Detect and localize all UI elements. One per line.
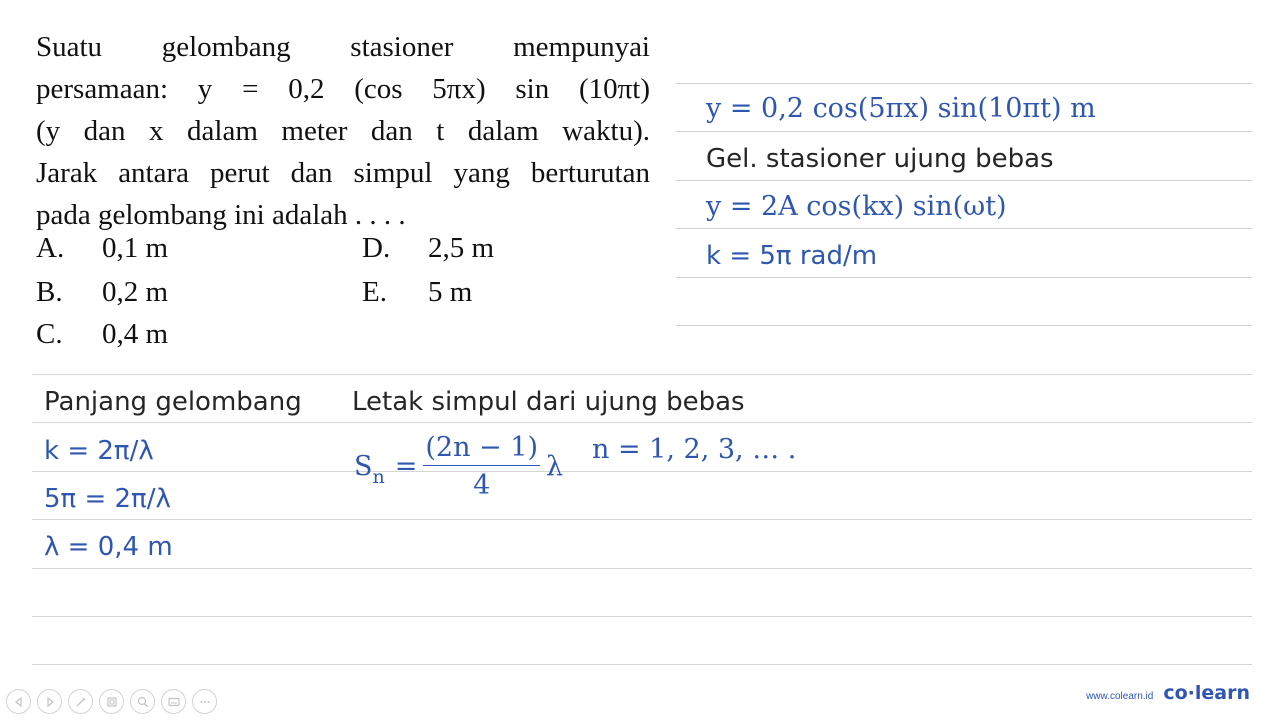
question-line: (y dan x dalam meter dan t dalam waktu). <box>36 115 650 147</box>
rule-line <box>676 277 1252 278</box>
rule-line <box>676 180 1252 181</box>
rule-line <box>32 519 1252 520</box>
next-slide-button[interactable] <box>37 689 62 714</box>
option-letter: E. <box>362 276 387 308</box>
option-letter: C. <box>36 318 63 350</box>
lambda-factor: λ <box>545 451 564 482</box>
option-text: 0,4 m <box>102 318 169 350</box>
node-lhs: $S_n$ <box>354 451 385 488</box>
node-position-heading: Letak simpul dari ujung bebas <box>352 387 745 417</box>
equals-sign: = <box>394 451 418 482</box>
option-d[interactable] <box>362 232 494 265</box>
wavelength-step: k = 2π/λ <box>44 436 154 466</box>
wave-type-label: Gel. stasioner ujung bebas <box>706 144 1054 174</box>
option-text: 0,2 m <box>102 276 169 308</box>
wavelength-heading: Panjang gelombang <box>44 387 302 417</box>
question-text <box>36 26 650 236</box>
rule-line <box>32 471 1252 472</box>
question-line: pada gelombang ini adalah . . . . <box>36 199 406 231</box>
option-text: 2,5 m <box>428 232 495 264</box>
rule-line <box>676 228 1252 229</box>
captions-icon <box>167 695 181 709</box>
pen-icon <box>74 695 88 709</box>
slide-toolbar <box>6 689 217 714</box>
wavelength-step: 5π = 2π/λ <box>44 484 171 514</box>
option-a[interactable] <box>36 232 168 265</box>
option-c[interactable] <box>36 318 168 351</box>
option-letter: A. <box>36 232 65 264</box>
brand-site: www.colearn.id <box>1086 691 1154 702</box>
rule-line <box>32 616 1252 617</box>
rule-line <box>676 83 1252 84</box>
rule-line <box>32 664 1252 665</box>
general-equation: y = 2A cos(kx) sin(ωt) <box>706 191 1007 222</box>
rule-line <box>676 131 1252 132</box>
wavelength-step: λ = 0,4 m <box>44 532 173 562</box>
subtitles-button[interactable] <box>161 689 186 714</box>
triangle-right-icon <box>44 696 56 708</box>
triangle-left-icon <box>13 696 25 708</box>
node-formula <box>354 432 563 501</box>
option-b[interactable] <box>36 276 168 309</box>
brand-logo: co·learn <box>1163 682 1250 704</box>
option-letter: B. <box>36 276 63 308</box>
fraction-denominator: 4 <box>473 470 491 501</box>
pen-tool-button[interactable] <box>68 689 93 714</box>
fraction-numerator: (2n − 1) <box>423 432 540 466</box>
given-equation: y = 0,2 cos(5πx) sin(10πt) m <box>706 93 1096 124</box>
option-text: 5 m <box>428 276 473 308</box>
question-line: Suatu gelombang stasioner mempunyai <box>36 31 650 63</box>
ellipsis-icon <box>198 695 212 709</box>
question-line: Jarak antara perut dan simpul yang berturutan <box>36 157 650 189</box>
rule-line <box>32 374 1252 375</box>
rule-line <box>32 568 1252 569</box>
k-value: k = 5π rad/m <box>706 241 878 271</box>
prev-slide-button[interactable] <box>6 689 31 714</box>
rule-line <box>32 422 1252 423</box>
question-line: persamaan: y = 0,2 (cos 5πx) sin (10πt) <box>36 73 650 105</box>
slides-view-button[interactable] <box>99 689 124 714</box>
slides-icon <box>105 695 119 709</box>
rule-line <box>676 325 1252 326</box>
magnifier-icon <box>136 695 150 709</box>
option-e[interactable] <box>362 276 472 309</box>
brand-footer <box>1086 682 1250 704</box>
option-letter: D. <box>362 232 391 264</box>
n-values: n = 1, 2, 3, … . <box>592 434 797 465</box>
fraction <box>423 432 540 501</box>
zoom-button[interactable] <box>130 689 155 714</box>
option-text: 0,1 m <box>102 232 169 264</box>
more-options-button[interactable] <box>192 689 217 714</box>
